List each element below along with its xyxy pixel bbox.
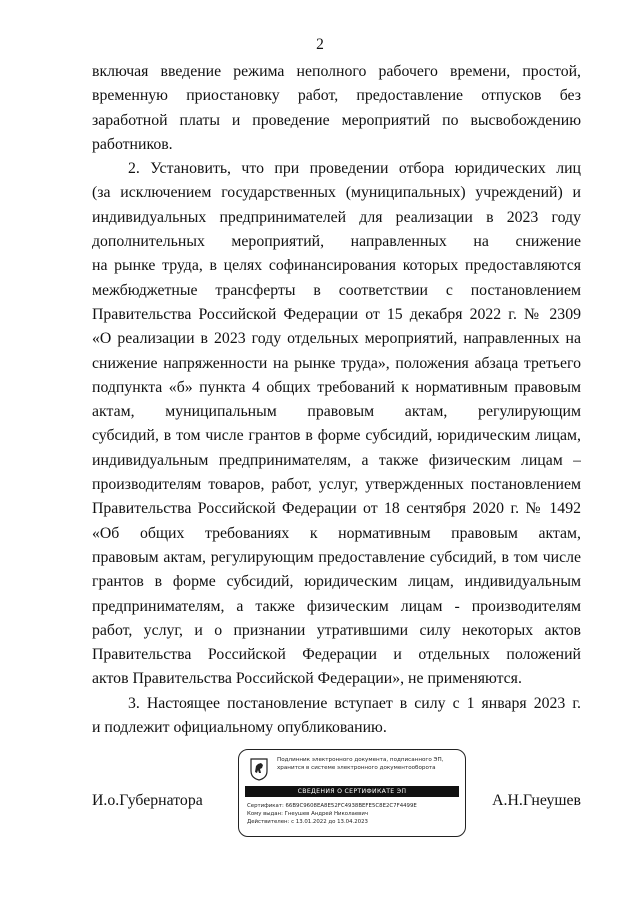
stamp-header-line: хранится в системе электронного документооборота [277,765,436,771]
text-line: включая введение режима неполного рабочего времени, простой, [92,63,581,80]
text-line: Правительства Российской Федерации от 18 сентября 2020 г. № 1492 [92,500,581,518]
text-line: работ, услуг, и о признании утратившими силу некоторых актов [92,621,581,639]
text-line: предпринимателям, а также физическим лицам - производителям [92,597,581,615]
certificate-details [247,802,459,826]
text-line: заработной платы и проведение мероприятий по высвобождению [92,111,581,129]
text-line: (за исключением государственных (муниципальных) учреждений) и [92,184,581,202]
certificate-number: Сертификат: 66B9C9608EA8E52FC4938BEFE5C8E2C7F4499E [247,803,417,809]
text-line: Правительства Российской Федерации и отдельных положений [92,646,581,664]
text-line: «Об общих требованиях к нормативным правовым актам, [92,524,581,542]
text-line: на рынке труда, в целях софинансирования которых предоставляются [92,257,581,275]
text-line: временную приостановку работ, предоставление отпусков без [92,87,581,105]
coat-of-arms-icon [249,757,269,781]
text-line: и подлежит официальному опубликованию. [92,719,387,737]
text-line: производителям товаров, работ, услуг, утвержденных постановлением [92,476,581,494]
stamp-header [277,756,457,772]
text-line: правовым актам, регулирующим предоставление субсидий, в том числе [92,548,581,566]
text-line: снижение напряженности на рынке труда», положения абзаца третьего [92,354,581,372]
stamp-header-line: Подлинник электронного документа, подписанного ЭП, [277,757,444,763]
text-line: дополнительных мероприятий, направленных на снижение [92,233,581,251]
text-line: актов Правительства Российской Федерации», не применяются. [92,670,522,688]
text-line: актам, муниципальным правовым актам, регулирующим [92,403,581,421]
text-line: 3. Настоящее постановление вступает в силу с 1 января 2023 г. [128,694,581,712]
text-line: индивидуальным предпринимателям, а также физическим лицам – [92,451,581,469]
text-line: субсидий, в том числе грантов в форме субсидий, юридическим лицам, [92,427,581,445]
text-line: индивидуальных предпринимателей для реализации в 2023 году [92,208,581,226]
signatory-name: А.Н.Гнеушев [492,792,581,809]
text-line: подпункта «б» пункта 4 общих требований к нормативным правовым [92,378,581,396]
certificate-owner: Кому выдан: Гнеушев Андрей Николаевич [247,811,369,817]
text-line: «О реализации в 2023 году отдельных мероприятий, направленных на [92,330,581,348]
text-line: грантов в форме субсидий, юридическим лицам, индивидуальным [92,573,581,591]
page-number: 2 [316,36,324,53]
text-line: работников. [92,135,173,153]
certificate-validity: Действителен: с 13.01.2022 до 13.04.2023 [247,819,368,825]
electronic-signature-stamp [238,749,466,837]
text-line: Правительства Российской Федерации от 15 декабря 2022 г. № 2309 [92,305,581,323]
signatory-position: И.о.Губернатора [92,792,203,809]
text-line: 2. Установить, что при проведении отбора юридических лиц [128,160,581,178]
stamp-title: СВЕДЕНИЯ О СЕРТИФИКАТЕ ЭП [245,786,459,797]
document-body [92,60,581,740]
text-line: межбюджетные трансферты в соответствии с постановлением [92,281,581,299]
